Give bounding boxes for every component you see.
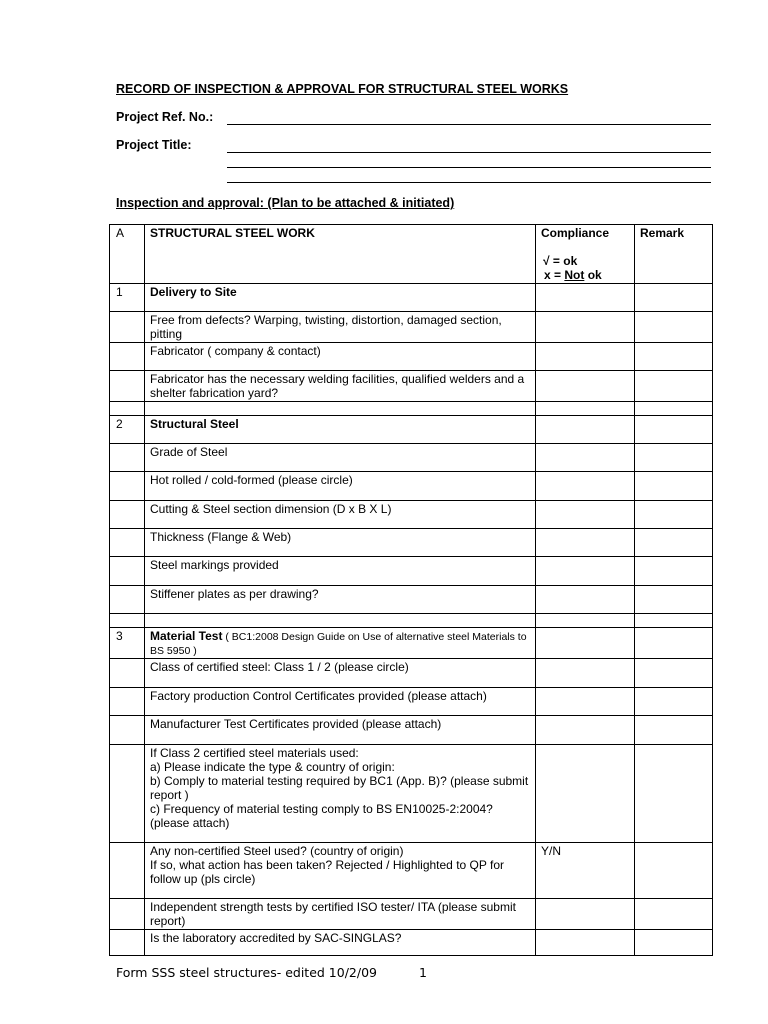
section-number: 3 bbox=[110, 628, 145, 659]
section-title: Delivery to Site bbox=[145, 284, 536, 312]
remark-cell[interactable] bbox=[635, 416, 713, 444]
section-title-note: ( BC1:2008 Design Guide on Use of alternative steel Materials to BS 5950 ) bbox=[150, 631, 527, 657]
inspection-heading: Inspection and approval: (Plan to be attached & initiated) bbox=[116, 196, 455, 210]
item-text: Class of certified steel: Class 1 / 2 (please circle) bbox=[145, 659, 536, 688]
section-title: Material Test bbox=[150, 629, 223, 643]
item-text: Grade of Steel bbox=[145, 444, 536, 472]
table-row bbox=[110, 529, 713, 557]
remark-cell[interactable] bbox=[635, 843, 713, 899]
project-title-line-3[interactable] bbox=[227, 182, 711, 183]
header-col-a: A bbox=[110, 225, 145, 284]
inspection-table bbox=[109, 224, 713, 956]
remark-cell[interactable] bbox=[635, 343, 713, 371]
table-row bbox=[110, 557, 713, 586]
remark-cell[interactable] bbox=[635, 659, 713, 688]
compliance-cell[interactable]: Y/N bbox=[536, 843, 635, 899]
table-row bbox=[110, 843, 713, 899]
table-row bbox=[110, 371, 713, 402]
item-text: Is the laboratory accredited by SAC-SINGLAS? bbox=[145, 930, 536, 956]
table-row bbox=[110, 688, 713, 716]
table-row bbox=[110, 716, 713, 745]
section-row-structural-steel bbox=[110, 416, 713, 444]
project-title-label: Project Title: bbox=[116, 138, 192, 152]
remark-cell[interactable] bbox=[635, 501, 713, 529]
compliance-cell[interactable] bbox=[536, 659, 635, 688]
remark-cell[interactable] bbox=[635, 628, 713, 659]
item-text: Free from defects? Warping, twisting, distortion, damaged section, pitting bbox=[145, 312, 536, 343]
item-text: Manufacturer Test Certificates provided (please attach) bbox=[145, 716, 536, 745]
remark-cell[interactable] bbox=[635, 930, 713, 956]
compliance-cell[interactable] bbox=[536, 444, 635, 472]
remark-cell[interactable] bbox=[635, 371, 713, 402]
compliance-cell[interactable] bbox=[536, 688, 635, 716]
table-row bbox=[110, 586, 713, 614]
section-title: Structural Steel bbox=[145, 416, 536, 444]
table-row bbox=[110, 501, 713, 529]
item-text: Hot rolled / cold-formed (please circle) bbox=[145, 472, 536, 501]
table-row bbox=[110, 343, 713, 371]
item-text: Fabricator ( company & contact) bbox=[145, 343, 536, 371]
section-row-material-test bbox=[110, 628, 713, 659]
compliance-cell[interactable] bbox=[536, 416, 635, 444]
compliance-heading: Compliance bbox=[541, 226, 610, 240]
compliance-cell[interactable] bbox=[536, 628, 635, 659]
project-ref-label: Project Ref. No.: bbox=[116, 110, 214, 124]
remark-cell[interactable] bbox=[635, 745, 713, 843]
document-title: RECORD OF INSPECTION & APPROVAL FOR STRUCTURAL STEEL WORKS bbox=[116, 82, 569, 96]
legend-not-ok: x = Not ok bbox=[544, 268, 602, 282]
remark-cell[interactable] bbox=[635, 586, 713, 614]
table-row bbox=[110, 444, 713, 472]
item-text: Factory production Control Certificates provided (please attach) bbox=[145, 688, 536, 716]
remark-cell[interactable] bbox=[635, 444, 713, 472]
project-title-line-1[interactable] bbox=[227, 152, 711, 153]
remark-cell[interactable] bbox=[635, 899, 713, 930]
item-text: Fabricator has the necessary welding facilities, qualified welders and a shelter fabrication yard? bbox=[145, 371, 536, 402]
compliance-cell[interactable] bbox=[536, 930, 635, 956]
section-title-cell bbox=[145, 628, 536, 659]
table-row bbox=[110, 899, 713, 930]
item-text: Thickness (Flange & Web) bbox=[145, 529, 536, 557]
header-col-remark: Remark bbox=[635, 225, 713, 284]
section-number: 2 bbox=[110, 416, 145, 444]
compliance-cell[interactable] bbox=[536, 472, 635, 501]
header-col-compliance bbox=[536, 225, 635, 284]
section-row-delivery bbox=[110, 284, 713, 312]
table-row bbox=[110, 472, 713, 501]
remark-cell[interactable] bbox=[635, 472, 713, 501]
legend-ok: √ = ok bbox=[543, 254, 578, 268]
table-row bbox=[110, 659, 713, 688]
spacer-row bbox=[110, 402, 713, 416]
table-row bbox=[110, 312, 713, 343]
section-number: 1 bbox=[110, 284, 145, 312]
compliance-cell[interactable] bbox=[536, 284, 635, 312]
table-header-row bbox=[110, 225, 713, 284]
remark-cell[interactable] bbox=[635, 529, 713, 557]
compliance-cell[interactable] bbox=[536, 343, 635, 371]
remark-cell[interactable] bbox=[635, 284, 713, 312]
compliance-cell[interactable] bbox=[536, 899, 635, 930]
item-text: Cutting & Steel section dimension (D x B X L) bbox=[145, 501, 536, 529]
spacer-row bbox=[110, 614, 713, 628]
item-text: Any non-certified Steel used? (country of origin) If so, what action has been taken? Rejected / Highlighted to QP for follow up (pls circle) bbox=[145, 843, 536, 899]
compliance-cell[interactable] bbox=[536, 745, 635, 843]
page-number: 1 bbox=[419, 965, 427, 980]
compliance-cell[interactable] bbox=[536, 529, 635, 557]
project-title-line-2[interactable] bbox=[227, 167, 711, 168]
compliance-cell[interactable] bbox=[536, 371, 635, 402]
compliance-cell[interactable] bbox=[536, 501, 635, 529]
remark-cell[interactable] bbox=[635, 557, 713, 586]
remark-cell[interactable] bbox=[635, 312, 713, 343]
table-row bbox=[110, 745, 713, 843]
compliance-cell[interactable] bbox=[536, 586, 635, 614]
item-text: If Class 2 certified steel materials used: a) Please indicate the type & country of origin: b) Comply to material testing required by BC1 (App. B)? (please submit report ) c) Frequency of material testing comply to BS EN10025-2:2004? (please attach) bbox=[145, 745, 536, 843]
compliance-cell[interactable] bbox=[536, 557, 635, 586]
remark-cell[interactable] bbox=[635, 716, 713, 745]
header-col-work: STRUCTURAL STEEL WORK bbox=[145, 225, 536, 284]
project-ref-line[interactable] bbox=[227, 124, 711, 125]
compliance-cell[interactable] bbox=[536, 716, 635, 745]
remark-cell[interactable] bbox=[635, 688, 713, 716]
item-text: Steel markings provided bbox=[145, 557, 536, 586]
footer-text: Form SSS steel structures- edited 10/2/09 bbox=[116, 965, 377, 980]
compliance-cell[interactable] bbox=[536, 312, 635, 343]
item-text: Independent strength tests by certified ISO tester/ ITA (please submit report) bbox=[145, 899, 536, 930]
item-text: Stiffener plates as per drawing? bbox=[145, 586, 536, 614]
table-row bbox=[110, 930, 713, 956]
